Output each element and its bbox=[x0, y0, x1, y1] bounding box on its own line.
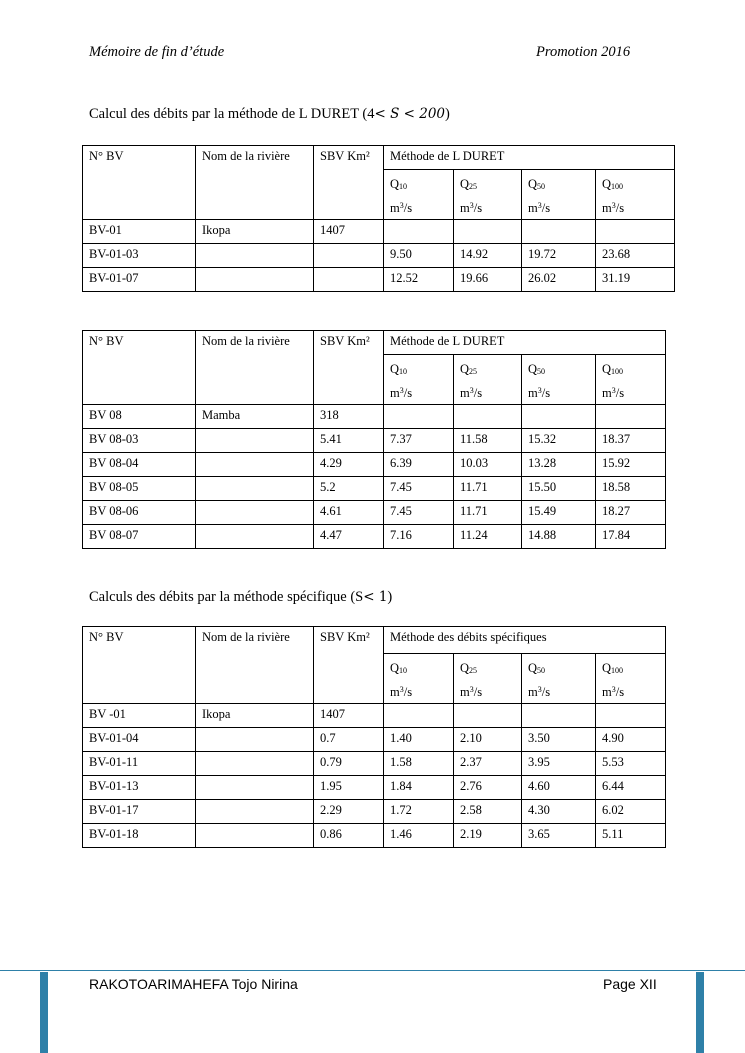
q-symbol bbox=[390, 173, 447, 197]
q-return-period: 10 bbox=[399, 367, 408, 376]
col-header-q25 bbox=[454, 355, 522, 405]
cell-sbv bbox=[314, 244, 384, 268]
cell-river bbox=[196, 501, 314, 525]
q-unit bbox=[602, 681, 659, 703]
q-symbol bbox=[460, 657, 515, 681]
caption-formula: < S < 200 bbox=[374, 106, 446, 122]
table-row bbox=[83, 752, 666, 776]
q-return-period: 100 bbox=[611, 182, 624, 191]
col-header-q100 bbox=[596, 170, 675, 220]
cell-q100: 5.53 bbox=[596, 752, 666, 776]
cell-bv: BV 08 bbox=[83, 405, 196, 429]
cell-q25 bbox=[454, 704, 522, 728]
cell-q100: 18.27 bbox=[596, 501, 666, 525]
table-row bbox=[83, 453, 666, 477]
cell-sbv: 1407 bbox=[314, 220, 384, 244]
cell-q10: 7.37 bbox=[384, 429, 454, 453]
cell-bv: BV 08-06 bbox=[83, 501, 196, 525]
q-symbol bbox=[602, 173, 668, 197]
q-unit bbox=[460, 681, 515, 703]
footer-author: RAKOTOARIMAHEFA Tojo Nirina bbox=[89, 976, 298, 992]
unit-tail: /s bbox=[615, 386, 625, 400]
caption-text: Calculs des débits par la méthode spécifique (S bbox=[89, 589, 364, 605]
table-row bbox=[83, 405, 666, 429]
cell-bv: BV-01-13 bbox=[83, 776, 196, 800]
cell-q25: 11.71 bbox=[454, 477, 522, 501]
table-row bbox=[83, 800, 666, 824]
footer-left-bar bbox=[40, 972, 48, 1053]
cell-q50: 3.50 bbox=[522, 728, 596, 752]
unit-exponent: 3 bbox=[537, 201, 542, 210]
cell-q50: 26.02 bbox=[522, 268, 596, 292]
cell-q10: 6.39 bbox=[384, 453, 454, 477]
col-header-sbv: SBV Km² bbox=[314, 146, 384, 220]
q-unit bbox=[390, 382, 447, 404]
unit-exponent: 3 bbox=[469, 386, 474, 395]
cell-bv: BV-01-03 bbox=[83, 244, 196, 268]
col-header-q25 bbox=[454, 170, 522, 220]
cell-sbv: 5.41 bbox=[314, 429, 384, 453]
q-letter: Q bbox=[602, 177, 612, 191]
cell-q100: 6.02 bbox=[596, 800, 666, 824]
q-symbol bbox=[460, 358, 515, 382]
cell-river bbox=[196, 824, 314, 848]
cell-q50: 3.65 bbox=[522, 824, 596, 848]
q-unit bbox=[528, 681, 589, 703]
cell-sbv: 0.86 bbox=[314, 824, 384, 848]
q-unit bbox=[390, 197, 447, 219]
unit-exponent: 3 bbox=[399, 386, 404, 395]
footer-right-bar bbox=[696, 972, 704, 1053]
section-caption-duret bbox=[89, 106, 450, 123]
unit-tail: /s bbox=[541, 685, 551, 699]
cell-sbv: 0.7 bbox=[314, 728, 384, 752]
q-return-period: 10 bbox=[399, 666, 408, 675]
unit-tail: /s bbox=[473, 386, 483, 400]
q-return-period: 50 bbox=[537, 182, 546, 191]
q-letter: Q bbox=[528, 177, 538, 191]
table-row bbox=[83, 704, 666, 728]
cell-river bbox=[196, 728, 314, 752]
cell-river bbox=[196, 429, 314, 453]
q-letter: Q bbox=[390, 177, 400, 191]
col-header-q50 bbox=[522, 355, 596, 405]
cell-river bbox=[196, 453, 314, 477]
cell-q25: 11.24 bbox=[454, 525, 522, 549]
cell-q10: 1.58 bbox=[384, 752, 454, 776]
cell-q10 bbox=[384, 405, 454, 429]
cell-q25: 2.58 bbox=[454, 800, 522, 824]
cell-bv: BV-01-04 bbox=[83, 728, 196, 752]
table-row bbox=[83, 824, 666, 848]
cell-sbv: 1.95 bbox=[314, 776, 384, 800]
cell-q25 bbox=[454, 220, 522, 244]
q-letter: Q bbox=[460, 362, 470, 376]
table-row bbox=[83, 244, 675, 268]
unit-tail: /s bbox=[615, 685, 625, 699]
col-header-bv: N° BV bbox=[83, 331, 196, 405]
unit-tail: /s bbox=[403, 201, 413, 215]
unit-tail: /s bbox=[541, 201, 551, 215]
unit-exponent: 3 bbox=[399, 685, 404, 694]
q-symbol bbox=[602, 657, 659, 681]
col-header-q10 bbox=[384, 654, 454, 704]
cell-river bbox=[196, 752, 314, 776]
table-row bbox=[83, 501, 666, 525]
unit-exponent: 3 bbox=[399, 201, 404, 210]
cell-river bbox=[196, 800, 314, 824]
cell-river: Ikopa bbox=[196, 704, 314, 728]
cell-q10: 12.52 bbox=[384, 268, 454, 292]
cell-q25: 11.71 bbox=[454, 501, 522, 525]
cell-q50: 15.49 bbox=[522, 501, 596, 525]
q-letter: Q bbox=[390, 362, 400, 376]
cell-q100: 5.11 bbox=[596, 824, 666, 848]
q-return-period: 25 bbox=[469, 367, 478, 376]
cell-sbv: 2.29 bbox=[314, 800, 384, 824]
cell-q100 bbox=[596, 704, 666, 728]
cell-river bbox=[196, 244, 314, 268]
cell-river: Mamba bbox=[196, 405, 314, 429]
unit-base: m bbox=[460, 201, 470, 215]
cell-bv: BV 08-07 bbox=[83, 525, 196, 549]
col-header-q25 bbox=[454, 654, 522, 704]
table-row bbox=[83, 220, 675, 244]
unit-tail: /s bbox=[615, 201, 625, 215]
q-symbol bbox=[528, 657, 589, 681]
col-header-river: Nom de la rivière bbox=[196, 146, 314, 220]
col-header-q50 bbox=[522, 654, 596, 704]
q-unit bbox=[390, 681, 447, 703]
col-header-method: Méthode de L DURET bbox=[384, 331, 666, 355]
q-unit bbox=[602, 382, 659, 404]
cell-q50: 3.95 bbox=[522, 752, 596, 776]
cell-bv: BV-01 bbox=[83, 220, 196, 244]
col-header-river: Nom de la rivière bbox=[196, 331, 314, 405]
cell-q10: 7.45 bbox=[384, 477, 454, 501]
unit-base: m bbox=[460, 386, 470, 400]
q-return-period: 100 bbox=[611, 367, 624, 376]
cell-river bbox=[196, 525, 314, 549]
cell-q10 bbox=[384, 704, 454, 728]
cell-bv: BV-01-07 bbox=[83, 268, 196, 292]
q-letter: Q bbox=[460, 177, 470, 191]
cell-river bbox=[196, 477, 314, 501]
caption-text: Calcul des débits par la méthode de L DURET (4 bbox=[89, 106, 375, 122]
cell-q25: 14.92 bbox=[454, 244, 522, 268]
specific-flow-table bbox=[82, 626, 666, 848]
q-letter: Q bbox=[528, 661, 538, 675]
col-header-bv: N° BV bbox=[83, 627, 196, 704]
q-unit bbox=[602, 197, 668, 219]
caption-close: ) bbox=[445, 106, 450, 122]
cell-q100: 23.68 bbox=[596, 244, 675, 268]
duret-table-mamba bbox=[82, 330, 666, 549]
cell-q10 bbox=[384, 220, 454, 244]
cell-river: Ikopa bbox=[196, 220, 314, 244]
col-header-sbv: SBV Km² bbox=[314, 627, 384, 704]
table-row bbox=[83, 268, 675, 292]
cell-q100: 31.19 bbox=[596, 268, 675, 292]
cell-q10: 9.50 bbox=[384, 244, 454, 268]
unit-base: m bbox=[528, 201, 538, 215]
cell-bv: BV 08-04 bbox=[83, 453, 196, 477]
q-letter: Q bbox=[602, 362, 612, 376]
cell-sbv: 4.47 bbox=[314, 525, 384, 549]
q-return-period: 25 bbox=[469, 666, 478, 675]
unit-tail: /s bbox=[473, 685, 483, 699]
q-unit bbox=[460, 197, 515, 219]
table-header-row bbox=[83, 331, 666, 355]
cell-q50: 15.32 bbox=[522, 429, 596, 453]
section-caption-specific bbox=[89, 589, 392, 606]
unit-base: m bbox=[460, 685, 470, 699]
cell-q10: 1.72 bbox=[384, 800, 454, 824]
cell-bv: BV -01 bbox=[83, 704, 196, 728]
cell-sbv: 0.79 bbox=[314, 752, 384, 776]
cell-q25: 2.76 bbox=[454, 776, 522, 800]
col-header-q10 bbox=[384, 355, 454, 405]
cell-q100 bbox=[596, 405, 666, 429]
cell-sbv: 4.61 bbox=[314, 501, 384, 525]
table-row bbox=[83, 429, 666, 453]
col-header-sbv: SBV Km² bbox=[314, 331, 384, 405]
cell-q50: 15.50 bbox=[522, 477, 596, 501]
cell-q100: 6.44 bbox=[596, 776, 666, 800]
footer-rule bbox=[0, 970, 745, 971]
cell-sbv: 5.2 bbox=[314, 477, 384, 501]
table-header-row bbox=[83, 627, 666, 654]
table-row bbox=[83, 728, 666, 752]
q-letter: Q bbox=[390, 661, 400, 675]
cell-q50 bbox=[522, 704, 596, 728]
cell-q25 bbox=[454, 405, 522, 429]
q-unit bbox=[460, 382, 515, 404]
cell-q10: 7.45 bbox=[384, 501, 454, 525]
q-symbol bbox=[528, 358, 589, 382]
cell-q10: 1.46 bbox=[384, 824, 454, 848]
col-header-bv: N° BV bbox=[83, 146, 196, 220]
unit-base: m bbox=[602, 386, 612, 400]
unit-tail: /s bbox=[403, 386, 413, 400]
cell-bv: BV-01-18 bbox=[83, 824, 196, 848]
col-header-q100 bbox=[596, 654, 666, 704]
duret-table-ikopa bbox=[82, 145, 675, 292]
q-symbol bbox=[602, 358, 659, 382]
cell-q50 bbox=[522, 405, 596, 429]
running-header-title: Mémoire de fin d’étude bbox=[89, 44, 225, 60]
cell-q100: 4.90 bbox=[596, 728, 666, 752]
cell-q50: 4.30 bbox=[522, 800, 596, 824]
unit-base: m bbox=[390, 685, 400, 699]
q-letter: Q bbox=[528, 362, 538, 376]
cell-q25: 11.58 bbox=[454, 429, 522, 453]
cell-q100: 15.92 bbox=[596, 453, 666, 477]
unit-exponent: 3 bbox=[537, 386, 542, 395]
cell-q100 bbox=[596, 220, 675, 244]
unit-tail: /s bbox=[541, 386, 551, 400]
table-row bbox=[83, 477, 666, 501]
q-return-period: 50 bbox=[537, 666, 546, 675]
q-return-period: 100 bbox=[611, 666, 624, 675]
unit-exponent: 3 bbox=[537, 685, 542, 694]
cell-q50: 13.28 bbox=[522, 453, 596, 477]
q-symbol bbox=[528, 173, 589, 197]
cell-q10: 7.16 bbox=[384, 525, 454, 549]
unit-exponent: 3 bbox=[469, 201, 474, 210]
table-header-row bbox=[83, 146, 675, 170]
q-symbol bbox=[390, 657, 447, 681]
cell-q10: 1.40 bbox=[384, 728, 454, 752]
cell-river bbox=[196, 268, 314, 292]
table-row bbox=[83, 776, 666, 800]
col-header-method: Méthode des débits spécifiques bbox=[384, 627, 666, 654]
cell-q100: 18.37 bbox=[596, 429, 666, 453]
unit-base: m bbox=[602, 201, 612, 215]
cell-bv: BV-01-17 bbox=[83, 800, 196, 824]
q-symbol bbox=[460, 173, 515, 197]
cell-river bbox=[196, 776, 314, 800]
cell-bv: BV-01-11 bbox=[83, 752, 196, 776]
table-row bbox=[83, 525, 666, 549]
col-header-method: Méthode de L DURET bbox=[384, 146, 675, 170]
cell-bv: BV 08-03 bbox=[83, 429, 196, 453]
cell-q25: 2.10 bbox=[454, 728, 522, 752]
cell-q25: 19.66 bbox=[454, 268, 522, 292]
q-symbol bbox=[390, 358, 447, 382]
q-unit bbox=[528, 382, 589, 404]
unit-tail: /s bbox=[473, 201, 483, 215]
unit-exponent: 3 bbox=[611, 201, 616, 210]
cell-sbv: 4.29 bbox=[314, 453, 384, 477]
q-return-period: 10 bbox=[399, 182, 408, 191]
cell-sbv: 1407 bbox=[314, 704, 384, 728]
col-header-q50 bbox=[522, 170, 596, 220]
unit-base: m bbox=[390, 386, 400, 400]
col-header-q10 bbox=[384, 170, 454, 220]
q-unit bbox=[528, 197, 589, 219]
cell-bv: BV 08-05 bbox=[83, 477, 196, 501]
cell-q100: 17.84 bbox=[596, 525, 666, 549]
cell-q50: 4.60 bbox=[522, 776, 596, 800]
running-header-promotion: Promotion 2016 bbox=[536, 44, 631, 60]
cell-sbv: 318 bbox=[314, 405, 384, 429]
unit-exponent: 3 bbox=[469, 685, 474, 694]
cell-q10: 1.84 bbox=[384, 776, 454, 800]
col-header-q100 bbox=[596, 355, 666, 405]
unit-exponent: 3 bbox=[611, 685, 616, 694]
footer-page-number: Page XII bbox=[603, 976, 657, 992]
q-return-period: 50 bbox=[537, 367, 546, 376]
unit-tail: /s bbox=[403, 685, 413, 699]
cell-q25: 10.03 bbox=[454, 453, 522, 477]
cell-q100: 18.58 bbox=[596, 477, 666, 501]
q-letter: Q bbox=[602, 661, 612, 675]
caption-formula: < 1 bbox=[363, 589, 388, 605]
unit-exponent: 3 bbox=[611, 386, 616, 395]
q-letter: Q bbox=[460, 661, 470, 675]
col-header-river: Nom de la rivière bbox=[196, 627, 314, 704]
cell-q50: 19.72 bbox=[522, 244, 596, 268]
cell-q50: 14.88 bbox=[522, 525, 596, 549]
unit-base: m bbox=[602, 685, 612, 699]
cell-sbv bbox=[314, 268, 384, 292]
cell-q50 bbox=[522, 220, 596, 244]
cell-q25: 2.19 bbox=[454, 824, 522, 848]
unit-base: m bbox=[390, 201, 400, 215]
caption-close: ) bbox=[387, 589, 393, 605]
unit-base: m bbox=[528, 685, 538, 699]
unit-base: m bbox=[528, 386, 538, 400]
cell-q25: 2.37 bbox=[454, 752, 522, 776]
q-return-period: 25 bbox=[469, 182, 478, 191]
